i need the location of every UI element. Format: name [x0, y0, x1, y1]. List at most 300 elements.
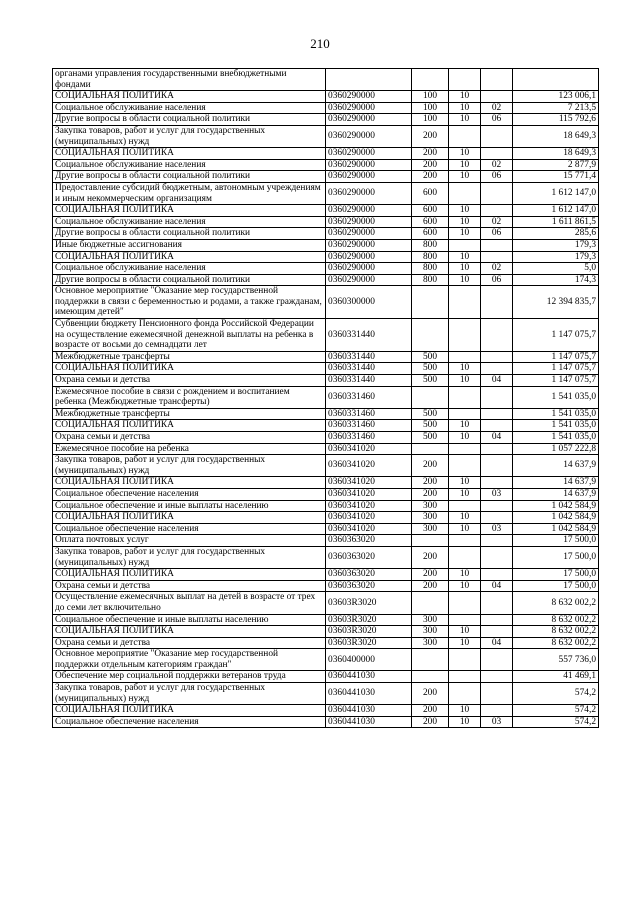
row-section-cell	[449, 614, 481, 626]
row-expense-type-cell: 500	[412, 408, 449, 420]
row-subsection-cell	[481, 251, 513, 263]
budget-table-body	[53, 69, 599, 728]
row-section-cell: 10	[449, 274, 481, 286]
row-subsection-cell	[481, 91, 513, 103]
row-code-cell: 0360290000	[326, 251, 412, 263]
row-subsection-cell	[481, 182, 513, 204]
row-name-cell: Закупка товаров, работ и услуг для государственных (муниципальных) нужд	[53, 455, 326, 477]
row-name-cell: СОЦИАЛЬНАЯ ПОЛИТИКА	[53, 626, 326, 638]
row-code-cell: 0360331440	[326, 351, 412, 363]
row-subsection-cell	[481, 443, 513, 455]
row-section-cell: 10	[449, 705, 481, 717]
row-amount-cell: 174,3	[513, 274, 599, 286]
row-amount-cell: 8 632 002,2	[513, 592, 599, 614]
row-expense-type-cell: 100	[412, 102, 449, 114]
row-amount-cell: 8 632 002,2	[513, 626, 599, 638]
row-subsection-cell: 04	[481, 375, 513, 387]
row-section-cell	[449, 546, 481, 568]
row-expense-type-cell: 100	[412, 91, 449, 103]
row-amount-cell: 17 500,0	[513, 569, 599, 581]
row-amount-cell: 123 006,1	[513, 91, 599, 103]
row-code-cell: 03603R3020	[326, 614, 412, 626]
row-name-cell: Оплата почтовых услуг	[53, 535, 326, 547]
row-section-cell	[449, 125, 481, 147]
table-row	[53, 69, 599, 91]
row-subsection-cell: 04	[481, 580, 513, 592]
row-name-cell: Социальное обеспечение населения	[53, 716, 326, 728]
row-section-cell	[449, 286, 481, 319]
row-subsection-cell: 04	[481, 637, 513, 649]
row-section-cell: 10	[449, 432, 481, 444]
row-amount-cell: 14 637,9	[513, 455, 599, 477]
table-row	[53, 500, 599, 512]
row-name-cell: Охрана семьи и детства	[53, 580, 326, 592]
row-section-cell: 10	[449, 569, 481, 581]
row-subsection-cell	[481, 148, 513, 160]
row-name-cell: Закупка товаров, работ и услуг для государственных (муниципальных) нужд	[53, 125, 326, 147]
row-section-cell	[449, 386, 481, 408]
row-section-cell	[449, 649, 481, 671]
row-amount-cell: 574,2	[513, 683, 599, 705]
row-name-cell: Другие вопросы в области социальной политики	[53, 114, 326, 126]
row-expense-type-cell	[412, 386, 449, 408]
row-expense-type-cell	[412, 592, 449, 614]
row-section-cell	[449, 683, 481, 705]
row-expense-type-cell: 300	[412, 614, 449, 626]
row-expense-type-cell: 800	[412, 274, 449, 286]
row-amount-cell: 179,3	[513, 251, 599, 263]
row-section-cell	[449, 671, 481, 683]
row-name-cell: Социальное обеспечение населения	[53, 488, 326, 500]
row-expense-type-cell	[412, 69, 449, 91]
row-subsection-cell	[481, 420, 513, 432]
row-expense-type-cell: 200	[412, 716, 449, 728]
row-amount-cell: 1 042 584,9	[513, 500, 599, 512]
row-section-cell	[449, 239, 481, 251]
row-name-cell: СОЦИАЛЬНАЯ ПОЛИТИКА	[53, 148, 326, 160]
row-code-cell: 0360290000	[326, 263, 412, 275]
row-expense-type-cell: 200	[412, 159, 449, 171]
row-code-cell: 0360441030	[326, 705, 412, 717]
row-section-cell: 10	[449, 375, 481, 387]
table-row	[53, 102, 599, 114]
row-expense-type-cell: 500	[412, 432, 449, 444]
row-code-cell: 0360290000	[326, 239, 412, 251]
row-amount-cell: 557 736,0	[513, 649, 599, 671]
row-code-cell: 0360363020	[326, 569, 412, 581]
table-row	[53, 592, 599, 614]
row-subsection-cell	[481, 569, 513, 581]
row-name-cell: Другие вопросы в области социальной политики	[53, 171, 326, 183]
row-section-cell: 10	[449, 363, 481, 375]
row-code-cell: 0360290000	[326, 102, 412, 114]
row-amount-cell: 18 649,3	[513, 125, 599, 147]
row-amount-cell: 8 632 002,2	[513, 637, 599, 649]
row-expense-type-cell: 200	[412, 455, 449, 477]
row-expense-type-cell	[412, 649, 449, 671]
row-name-cell: Основное мероприятие "Оказание мер государственной поддержки в связи с беременностью и родами, а также гражданам, имеющим детей"	[53, 286, 326, 319]
row-name-cell: Предоставление субсидий бюджетным, автономным учреждениям и иным некоммерческим организациям	[53, 182, 326, 204]
row-subsection-cell	[481, 546, 513, 568]
row-code-cell: 0360331440	[326, 319, 412, 352]
row-name-cell: Ежемесячное пособие в связи с рождением и воспитанием ребенка (Межбюджетные трансферты)	[53, 386, 326, 408]
row-subsection-cell	[481, 683, 513, 705]
row-section-cell: 10	[449, 477, 481, 489]
row-amount-cell: 1 057 222,8	[513, 443, 599, 455]
row-code-cell: 0360331460	[326, 386, 412, 408]
table-row	[53, 363, 599, 375]
row-section-cell: 10	[449, 205, 481, 217]
row-expense-type-cell: 200	[412, 171, 449, 183]
row-expense-type-cell: 800	[412, 239, 449, 251]
row-subsection-cell	[481, 363, 513, 375]
row-amount-cell: 17 500,0	[513, 535, 599, 547]
table-row	[53, 432, 599, 444]
row-amount-cell: 574,2	[513, 716, 599, 728]
row-section-cell: 10	[449, 228, 481, 240]
row-section-cell	[449, 535, 481, 547]
table-row	[53, 705, 599, 717]
table-row	[53, 535, 599, 547]
row-code-cell: 0360290000	[326, 159, 412, 171]
row-subsection-cell: 03	[481, 716, 513, 728]
row-section-cell	[449, 455, 481, 477]
row-name-cell: Социальное обслуживание населения	[53, 263, 326, 275]
row-section-cell: 10	[449, 488, 481, 500]
row-name-cell: СОЦИАЛЬНАЯ ПОЛИТИКА	[53, 705, 326, 717]
row-code-cell: 0360400000	[326, 649, 412, 671]
row-section-cell: 10	[449, 171, 481, 183]
row-name-cell: Другие вопросы в области социальной политики	[53, 274, 326, 286]
row-code-cell: 03603R3020	[326, 637, 412, 649]
row-name-cell: органами управления государственными внебюджетными фондами	[53, 69, 326, 91]
row-name-cell: Социальное обеспечение и иные выплаты населению	[53, 614, 326, 626]
table-row	[53, 114, 599, 126]
table-row	[53, 477, 599, 489]
row-section-cell	[449, 182, 481, 204]
row-amount-cell: 8 632 002,2	[513, 614, 599, 626]
row-expense-type-cell: 600	[412, 182, 449, 204]
table-row	[53, 286, 599, 319]
row-name-cell: Ежемесячное пособие на ребенка	[53, 443, 326, 455]
row-amount-cell: 17 500,0	[513, 546, 599, 568]
row-amount-cell: 18 649,3	[513, 148, 599, 160]
row-section-cell	[449, 319, 481, 352]
row-section-cell: 10	[449, 637, 481, 649]
row-section-cell: 10	[449, 216, 481, 228]
row-expense-type-cell: 200	[412, 488, 449, 500]
row-section-cell	[449, 69, 481, 91]
row-code-cell: 0360341020	[326, 455, 412, 477]
table-row	[53, 228, 599, 240]
row-subsection-cell	[481, 626, 513, 638]
table-row	[53, 683, 599, 705]
row-code-cell: 0360290000	[326, 91, 412, 103]
row-name-cell: Охрана семьи и детства	[53, 432, 326, 444]
row-code-cell: 0360290000	[326, 228, 412, 240]
row-expense-type-cell	[412, 443, 449, 455]
row-subsection-cell	[481, 319, 513, 352]
row-code-cell: 0360341020	[326, 500, 412, 512]
row-amount-cell: 15 771,4	[513, 171, 599, 183]
row-expense-type-cell: 600	[412, 205, 449, 217]
row-code-cell: 0360341020	[326, 512, 412, 524]
row-section-cell: 10	[449, 626, 481, 638]
row-expense-type-cell: 200	[412, 125, 449, 147]
row-amount-cell: 14 637,9	[513, 488, 599, 500]
table-row	[53, 239, 599, 251]
row-code-cell: 0360290000	[326, 148, 412, 160]
row-code-cell: 0360363020	[326, 535, 412, 547]
table-row	[53, 125, 599, 147]
row-expense-type-cell: 500	[412, 420, 449, 432]
row-subsection-cell: 03	[481, 523, 513, 535]
row-expense-type-cell	[412, 535, 449, 547]
table-row	[53, 488, 599, 500]
row-subsection-cell	[481, 614, 513, 626]
row-amount-cell: 1 541 035,0	[513, 420, 599, 432]
row-code-cell: 0360331460	[326, 408, 412, 420]
row-subsection-cell	[481, 386, 513, 408]
row-code-cell: 0360341020	[326, 443, 412, 455]
row-name-cell: СОЦИАЛЬНАЯ ПОЛИТИКА	[53, 569, 326, 581]
row-expense-type-cell: 100	[412, 114, 449, 126]
table-row	[53, 375, 599, 387]
row-subsection-cell	[481, 649, 513, 671]
row-code-cell: 0360290000	[326, 182, 412, 204]
row-code-cell: 0360341020	[326, 477, 412, 489]
table-row	[53, 443, 599, 455]
row-code-cell: 0360341020	[326, 523, 412, 535]
row-amount-cell: 1 541 035,0	[513, 432, 599, 444]
row-section-cell	[449, 592, 481, 614]
row-code-cell: 0360290000	[326, 125, 412, 147]
row-code-cell: 0360290000	[326, 274, 412, 286]
row-name-cell: Иные бюджетные ассигнования	[53, 239, 326, 251]
row-name-cell: Социальное обеспечение населения	[53, 523, 326, 535]
row-amount-cell: 1 042 584,9	[513, 523, 599, 535]
row-expense-type-cell: 300	[412, 637, 449, 649]
row-amount-cell: 5,0	[513, 263, 599, 275]
table-row	[53, 216, 599, 228]
row-name-cell: Субвенции бюджету Пенсионного фонда Российской Федерации на осуществление ежемесячной денежной выплаты на ребенка в возрасте от восьми до семнадцати лет	[53, 319, 326, 352]
row-code-cell: 0360290000	[326, 171, 412, 183]
row-name-cell: Обеспечение мер социальной поддержки ветеранов труда	[53, 671, 326, 683]
row-name-cell: СОЦИАЛЬНАЯ ПОЛИТИКА	[53, 205, 326, 217]
row-expense-type-cell: 200	[412, 148, 449, 160]
table-row	[53, 274, 599, 286]
row-expense-type-cell: 500	[412, 375, 449, 387]
row-name-cell: СОЦИАЛЬНАЯ ПОЛИТИКА	[53, 91, 326, 103]
row-code-cell: 0360331440	[326, 363, 412, 375]
row-name-cell: Охрана семьи и детства	[53, 637, 326, 649]
row-code-cell: 0360331460	[326, 432, 412, 444]
row-subsection-cell	[481, 125, 513, 147]
row-name-cell: СОЦИАЛЬНАЯ ПОЛИТИКА	[53, 363, 326, 375]
row-amount-cell: 14 637,9	[513, 477, 599, 489]
row-subsection-cell	[481, 351, 513, 363]
row-code-cell: 0360363020	[326, 580, 412, 592]
row-expense-type-cell: 200	[412, 580, 449, 592]
row-subsection-cell: 06	[481, 228, 513, 240]
row-amount-cell: 179,3	[513, 239, 599, 251]
table-row	[53, 408, 599, 420]
row-expense-type-cell: 300	[412, 523, 449, 535]
row-amount-cell: 1 612 147,0	[513, 205, 599, 217]
row-expense-type-cell: 300	[412, 626, 449, 638]
row-name-cell: СОЦИАЛЬНАЯ ПОЛИТИКА	[53, 477, 326, 489]
row-section-cell: 10	[449, 263, 481, 275]
row-expense-type-cell: 800	[412, 263, 449, 275]
table-row	[53, 649, 599, 671]
row-subsection-cell	[481, 239, 513, 251]
table-row	[53, 319, 599, 352]
table-row	[53, 671, 599, 683]
row-name-cell: Социальное обслуживание населения	[53, 159, 326, 171]
row-code-cell: 0360441030	[326, 671, 412, 683]
row-code-cell: 0360441030	[326, 683, 412, 705]
row-subsection-cell	[481, 592, 513, 614]
row-expense-type-cell: 200	[412, 569, 449, 581]
row-section-cell	[449, 500, 481, 512]
row-name-cell: Социальное обеспечение и иные выплаты населению	[53, 500, 326, 512]
row-expense-type-cell: 200	[412, 705, 449, 717]
row-subsection-cell	[481, 205, 513, 217]
table-row	[53, 512, 599, 524]
row-expense-type-cell: 200	[412, 477, 449, 489]
table-row	[53, 205, 599, 217]
row-section-cell: 10	[449, 91, 481, 103]
row-amount-cell: 1 541 035,0	[513, 408, 599, 420]
row-section-cell	[449, 351, 481, 363]
row-amount-cell: 41 469,1	[513, 671, 599, 683]
row-amount-cell: 1 611 861,5	[513, 216, 599, 228]
row-section-cell: 10	[449, 716, 481, 728]
row-subsection-cell	[481, 671, 513, 683]
row-subsection-cell: 06	[481, 274, 513, 286]
row-amount-cell: 1 612 147,0	[513, 182, 599, 204]
row-subsection-cell: 04	[481, 432, 513, 444]
row-expense-type-cell: 600	[412, 216, 449, 228]
row-name-cell: СОЦИАЛЬНАЯ ПОЛИТИКА	[53, 512, 326, 524]
row-section-cell: 10	[449, 102, 481, 114]
row-section-cell: 10	[449, 420, 481, 432]
row-section-cell: 10	[449, 580, 481, 592]
table-row	[53, 159, 599, 171]
row-expense-type-cell: 300	[412, 512, 449, 524]
row-subsection-cell: 06	[481, 171, 513, 183]
table-row	[53, 716, 599, 728]
table-row	[53, 171, 599, 183]
row-subsection-cell: 03	[481, 488, 513, 500]
row-expense-type-cell: 500	[412, 351, 449, 363]
row-amount-cell: 1 147 075,7	[513, 375, 599, 387]
row-amount-cell: 285,6	[513, 228, 599, 240]
row-subsection-cell: 02	[481, 102, 513, 114]
row-expense-type-cell: 200	[412, 546, 449, 568]
row-name-cell: СОЦИАЛЬНАЯ ПОЛИТИКА	[53, 251, 326, 263]
row-amount-cell: 574,2	[513, 705, 599, 717]
page-number: 210	[310, 36, 330, 51]
row-code-cell: 03603R3020	[326, 626, 412, 638]
row-code-cell: 0360363020	[326, 546, 412, 568]
table-row	[53, 580, 599, 592]
row-name-cell: Межбюджетные трансферты	[53, 408, 326, 420]
row-section-cell: 10	[449, 114, 481, 126]
row-name-cell: Закупка товаров, работ и услуг для государственных (муниципальных) нужд	[53, 683, 326, 705]
row-expense-type-cell: 600	[412, 228, 449, 240]
row-subsection-cell: 02	[481, 263, 513, 275]
table-row	[53, 523, 599, 535]
row-code-cell: 0360341020	[326, 488, 412, 500]
table-row	[53, 251, 599, 263]
row-name-cell: Закупка товаров, работ и услуг для государственных (муниципальных) нужд	[53, 546, 326, 568]
row-name-cell: Охрана семьи и детства	[53, 375, 326, 387]
row-code-cell: 0360441030	[326, 716, 412, 728]
row-expense-type-cell	[412, 671, 449, 683]
row-expense-type-cell	[412, 319, 449, 352]
row-section-cell: 10	[449, 523, 481, 535]
table-row	[53, 614, 599, 626]
row-amount-cell: 1 042 584,9	[513, 512, 599, 524]
table-row	[53, 182, 599, 204]
table-row	[53, 569, 599, 581]
table-row	[53, 263, 599, 275]
row-expense-type-cell: 200	[412, 683, 449, 705]
table-row	[53, 455, 599, 477]
row-section-cell	[449, 408, 481, 420]
row-subsection-cell	[481, 286, 513, 319]
row-expense-type-cell: 300	[412, 500, 449, 512]
row-amount-cell: 12 394 835,7	[513, 286, 599, 319]
row-code-cell: 0360290000	[326, 114, 412, 126]
row-amount-cell: 115 792,6	[513, 114, 599, 126]
row-code-cell: 03603R3020	[326, 592, 412, 614]
row-amount-cell: 2 877,9	[513, 159, 599, 171]
row-section-cell	[449, 443, 481, 455]
row-subsection-cell	[481, 69, 513, 91]
row-expense-type-cell	[412, 286, 449, 319]
row-code-cell: 0360331440	[326, 375, 412, 387]
row-section-cell: 10	[449, 251, 481, 263]
row-amount-cell: 17 500,0	[513, 580, 599, 592]
row-code-cell: 0360290000	[326, 216, 412, 228]
row-subsection-cell	[481, 455, 513, 477]
row-expense-type-cell: 800	[412, 251, 449, 263]
table-row	[53, 351, 599, 363]
row-amount-cell: 1 147 075,7	[513, 363, 599, 375]
row-name-cell: СОЦИАЛЬНАЯ ПОЛИТИКА	[53, 420, 326, 432]
row-section-cell: 10	[449, 148, 481, 160]
row-amount-cell: 1 541 035,0	[513, 386, 599, 408]
row-subsection-cell	[481, 408, 513, 420]
table-row	[53, 386, 599, 408]
budget-table	[52, 68, 599, 728]
row-subsection-cell: 02	[481, 159, 513, 171]
row-code-cell: 0360290000	[326, 205, 412, 217]
row-subsection-cell: 06	[481, 114, 513, 126]
row-name-cell: Социальное обслуживание населения	[53, 102, 326, 114]
row-name-cell: Осуществление ежемесячных выплат на детей в возрасте от трех до семи лет включительно	[53, 592, 326, 614]
row-name-cell: Межбюджетные трансферты	[53, 351, 326, 363]
row-subsection-cell	[481, 535, 513, 547]
table-row	[53, 420, 599, 432]
row-expense-type-cell: 500	[412, 363, 449, 375]
table-row	[53, 546, 599, 568]
row-subsection-cell	[481, 500, 513, 512]
row-subsection-cell	[481, 705, 513, 717]
row-section-cell: 10	[449, 512, 481, 524]
